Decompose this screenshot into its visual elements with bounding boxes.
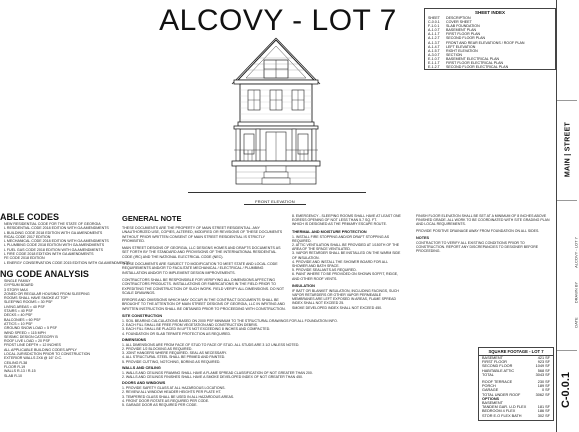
sheet-number: C-0.0.1 bbox=[560, 371, 572, 409]
strip-divider bbox=[557, 100, 577, 101]
sqft-value: 1049 SF bbox=[535, 364, 550, 369]
caption-underline bbox=[244, 204, 306, 205]
sqft-value: 421 SF bbox=[537, 356, 550, 360]
sqft-label: HABITABLE ATTIC bbox=[482, 368, 515, 373]
sheet-description: BASEMENT ELECTRICAL PLAN bbox=[446, 56, 500, 61]
far-note-1: FINISH FLOOR ELEVATION SHALL BE SET AT A MINIMUM OF 8 INCHES ABOVE FINISHED GRADE. ALL WORK TO BE COORDINATED WITH SITE GRADING PLAN AND LOCAL REQUIREMENTS. bbox=[416, 214, 550, 227]
analysis-line: ROOMS SHALL HAVE SMOKE AT TOP bbox=[4, 296, 68, 301]
analysis-line: GYPSUM BOARD bbox=[4, 283, 34, 288]
thermal-item: 1. INSTALL FIRE STOPPING AND/OR DRAFT STOPPING AS REQUIRED. bbox=[292, 234, 390, 243]
dimensions-item: 3. JOINT HANGERS WHERE REQUIRED. SEAL AS NECESSARY. bbox=[122, 351, 227, 356]
sqft-label: FIRST FLOOR bbox=[482, 360, 508, 365]
sqft-value: 302 SF bbox=[537, 413, 550, 418]
insulation-heading: INSULATION bbox=[292, 283, 315, 288]
analysis-line: SEISMIC DESIGN CATEGORY B bbox=[4, 334, 58, 339]
sqft-value: 189 SF bbox=[537, 384, 550, 389]
code-line: L FUEL GAS CODE 2018 EDITION WITH GA AMENDMENTS bbox=[4, 247, 103, 252]
thermal-item: 2. ATTIC VENTILATION SHALL BE PROVIDED AT 1/150TH OF THE AREA OF THE SPACE VENTILATED. bbox=[292, 243, 400, 252]
sheet-code: A-1.1.T bbox=[428, 32, 440, 37]
walls-ceiling-item: 2. WALLS AND CEILINGS FINISHES SHALL HAVE A SMOKE DEVELOPED INDEX OF NOT GREATER THAN 450. bbox=[122, 375, 303, 380]
sheet-code: A-1.0.T bbox=[428, 28, 440, 33]
sqft-value: 230 SF bbox=[537, 380, 550, 385]
square-footage-header: SQUARE FOOTAGE - LOT 7 bbox=[479, 348, 553, 356]
thermal-item: 3. VAPOR RETARDER SHALL BE INSTALLED ON THE WARM SIDE OF INSULATION. bbox=[292, 251, 401, 260]
analysis-line: SLAB R-10 bbox=[4, 373, 22, 378]
applicable-codes-heading: ABLE CODES bbox=[0, 212, 60, 222]
dimensions-heading: DIMENSIONS bbox=[122, 337, 147, 342]
sheet-code: A-1.2.T bbox=[428, 36, 440, 41]
sqft-label: TANDEM GAR. U.D FLEX bbox=[482, 405, 527, 410]
analysis-line: 3 STORY MAX bbox=[4, 287, 28, 292]
sheet-index-header: SHEET INDEX bbox=[474, 10, 505, 15]
code-analysis-heading: NG CODE ANALYSIS bbox=[0, 268, 89, 279]
strip-date: DATE bbox=[573, 317, 579, 328]
analysis-line: ROOF LIVE LOAD = 20 PSF bbox=[4, 339, 51, 344]
strip-divider bbox=[557, 200, 577, 201]
sheet-code: A-3.0.T bbox=[428, 52, 440, 57]
sqft-label: GARAGE bbox=[482, 388, 499, 393]
egress-note: WHICH IS DESIGNED AS THE PRIMARY ESCAPE ROUTE. bbox=[292, 222, 387, 227]
analysis-line: ZONED OR REGULAR HOUSING FROM SLEEPING bbox=[4, 291, 90, 296]
drawing-caption: FRONT ELEVATION bbox=[255, 199, 295, 204]
analysis-line: ATTICS = 10 PSF bbox=[4, 321, 33, 326]
sheet-description: SECTION bbox=[446, 52, 462, 57]
doors-windows-item: 5. GARAGE DOOR AS REQUIRED PER CODE. bbox=[122, 403, 198, 408]
sqft-label: BEDROOM 4 FLEX bbox=[482, 409, 516, 414]
sheet-code: E-1.1.T bbox=[428, 61, 440, 66]
options-header: OPTIONS bbox=[482, 396, 500, 401]
doors-windows-item: 3. TEMPERED GLASS SHALL BE USED IN ALL HAZARDOUS AREAS. bbox=[122, 394, 235, 399]
codes-column bbox=[0, 212, 130, 428]
code-line: L PLUMBING CODE 2018 EDITION WITH GA AMENDMENTS bbox=[4, 243, 105, 248]
sheet-description: FIRST FLOOR ELECTRICAL PLAN bbox=[446, 61, 504, 66]
code-line: L MECHANICAL CODE 2018 EDITION WITH GA AMENDMENTS bbox=[4, 239, 109, 244]
strip-project-name: ALCOVY - LOT 7 bbox=[573, 237, 579, 268]
egress-note: 8. EMERGENCY - SLEEPING ROOMS SHALL HAVE AT LEAST ONE EGRESS OPENING OF NOT LESS THAN 5.7 SQ. FT. bbox=[292, 214, 401, 223]
code-line: NEW RESIDENTIAL CODE FOR THE STATE OF GEORGIA bbox=[4, 222, 101, 226]
analysis-line: LIVING AREAS = 40 PSF bbox=[4, 304, 45, 309]
sheet-description: SLAB FOUNDATION bbox=[446, 24, 480, 29]
sqft-value: 0 SF bbox=[541, 388, 550, 393]
site-construction-item: 1. SOIL BEARING CALCULATIONS BASED ON 2000 PSF MINIMUM TO THE STRUCTURAL DRAWINGS FOR ALL FOUNDATION INFO. bbox=[122, 319, 338, 324]
analysis-line: WALLS R-13 / R-15 bbox=[4, 369, 36, 374]
analysis-line: SINGLE FAMILY bbox=[4, 278, 31, 283]
analysis-line: FROST LINE DEPTH = 12 INCHES bbox=[4, 343, 61, 348]
analysis-line: ALL APPLICABLE BUILDING CODES APPLY bbox=[4, 347, 77, 352]
sheet-description: COVER SHEET bbox=[446, 20, 472, 25]
sheet-code: E-1.2.T bbox=[428, 65, 440, 70]
dimensions-item: 4. ALL STRUCTURAL STEEL SHALL BE PRIMED AND PAINTED. bbox=[122, 355, 226, 360]
dimensions-item: 1. ALL DIMENSIONS ARE FROM FACE OF STUD TO FACE OF STUD. ALL STUDS ARE 3 1/2 UNLESS NOTED. bbox=[122, 342, 300, 347]
thermal-notes-column bbox=[292, 214, 402, 428]
notes-heading: NOTES bbox=[416, 235, 430, 240]
analysis-line: WIND SPEED = 115 MPH bbox=[4, 330, 46, 335]
sqft-label: STOR E.O FLEX BATH bbox=[482, 413, 522, 418]
sqft-value: 3062 SF bbox=[535, 392, 550, 397]
sheet-code: A-1.4.T bbox=[428, 44, 440, 49]
sheet-code: A-1.3.T bbox=[428, 40, 440, 45]
far-notes-column bbox=[416, 214, 552, 338]
analysis-line: BALCONIES = 60 PSF bbox=[4, 317, 41, 322]
sheet-description: RIGHT ELEVATION bbox=[446, 48, 478, 53]
doors-windows-heading: DOORS AND WINDOWS bbox=[122, 381, 166, 386]
code-line: RICAL CODE 2017 EDITION bbox=[4, 234, 51, 239]
insulation-item: IF BATT OR BLANKET INSULATION, INCLUDING FACINGS, SUCH VAPOR RETARDERS OR OTHER VAPOR PERMEABLE MEMBRANES ARE LEFT EXPOSED IN AREAS, FLAME SPREAD INDEX SHALL NOT EXCEED 25. bbox=[292, 288, 399, 306]
site-construction-heading: SITE CONSTRUCTION bbox=[122, 314, 163, 319]
sheet-description: SECOND FLOOR PLAN bbox=[446, 36, 486, 41]
site-construction-item: 4. FOUNDATION OR SLAB TERMITE PROTECTION AS REQUIRED. bbox=[122, 331, 231, 336]
ground-line bbox=[188, 192, 366, 193]
general-note-paragraph: THESE DOCUMENTS ARE THE PROPERTY OF MAIN STREET RESIDENTIAL. ANY UNAUTHORIZED USE, COPIES, ALTERED, MODIFIED OR REVISIONS OF THESE DOCUMENTS WITHOUT PRIOR WRITTEN CONSENT OF MAIN STREET RESIDENTIAL IS STRICTLY PROHIBITED. bbox=[122, 226, 283, 243]
thermal-item: 5. PROVIDE SEALANTS AS REQUIRED. bbox=[292, 268, 357, 273]
sqft-label: ROOF TERRACE bbox=[482, 380, 513, 385]
doors-windows-item: 2. REVIEW ALL WINDOW HEADER HEIGHTS PER PLATE HT. bbox=[122, 390, 222, 395]
sheet-index-table bbox=[424, 8, 556, 70]
sqft-label: BASEMENT bbox=[482, 356, 503, 360]
brand-text: MAIN | STREET bbox=[564, 121, 572, 178]
analysis-line: EXTERIOR WALLS 2X6 @ 16" O.C. bbox=[4, 356, 63, 361]
general-note-paragraph: MAIN STREET DESIGNS OF GEORGIA, LLC DESIGNS HOMES AND DRAFTS DOCUMENTS AS SET FORTH BY THE STANDARD AND PROVISIONS OF THE INTERNATIONAL RESIDENTIAL CODE (IRC) AND THE NATIONAL ELECTRICAL CODE (NEC). bbox=[122, 246, 281, 259]
far-note-3: CONTRACTOR TO VERIFY ALL EXISTING CONDITIONS PRIOR TO CONSTRUCTION. REPORT ANY DISCREPANCIES TO DESIGNER BEFORE PROCEEDING. bbox=[416, 240, 539, 254]
sheet-description: FIRST FLOOR PLAN bbox=[446, 32, 481, 37]
sqft-label: TOTAL UNDER ROOF bbox=[482, 392, 521, 397]
page-title: ALCOVY - LOT 7 bbox=[159, 4, 397, 37]
doors-windows-item: 1. PROVIDE SAFETY GLASS AT ALL HAZARDOUS LOCATIONS. bbox=[122, 386, 226, 391]
doors-windows-item: 4. FRONT DOOR ROTATE AS REQUIRED PER CODE. bbox=[122, 398, 210, 403]
analysis-line: STAIRS = 40 PSF bbox=[4, 309, 33, 314]
far-note-2: PROVIDE POSITIVE DRAINAGE AWAY FROM FOUNDATION ON ALL SIDES. bbox=[416, 228, 540, 233]
sheet-code: F-1.0.1 bbox=[428, 24, 440, 29]
code-line: L BUILDING CODE 2018 EDITION WITH GA AMENDMENTS bbox=[4, 230, 103, 235]
general-note-paragraph: CONTRACTORS SHALL BE RESPONSIBLE FOR VERIFYING ALL DIMENSIONS AFFECTING CONTRACTORS PRODUCTS. INSTALLATIONS OR FABRICATIONS IN THE FIELD PRIOR TO EXPEDITING THE CONSTRUCTION OF SUCH WORK. FIELD VERIFY ALL DIMENSIONS. DO NOT SCALE DRAWINGS. bbox=[122, 277, 285, 295]
sheet-description: BASEMENT PLAN bbox=[446, 28, 477, 33]
general-note-paragraph: THESE DOCUMENTS ARE SUBJECT TO MODIFICATION TO MEET STATE AND LOCAL CODE REQUIREMENTS AND/OR TO FACILITATE MECHANICAL / ELECTRICAL / PLUMBING INSTALLATION AND/OR TO IMPLEMENT DESIGN IMPROVEMENTS. bbox=[122, 262, 278, 275]
walls-ceiling-heading: WALLS AND CEILING bbox=[122, 365, 161, 370]
site-construction-item: 3. EACH FILL SHALL BE PLACED IN LIFTS NOT EXCEEDING 8 INCHES AND COMPACTED. bbox=[122, 327, 271, 332]
thermal-item: 6. PAINT WHERE TO BE PROVIDED ON SHOWN SOFFIT, RIDGE, AND OTHER ROOF VENTS. bbox=[292, 272, 399, 281]
dimensions-item: 2. PROVIDE 1/2 BLOCKING AS REQUIRED. bbox=[122, 347, 193, 352]
sqft-label: SECOND FLOOR bbox=[482, 364, 513, 369]
sheet-description: DESCRIPTION bbox=[446, 16, 471, 20]
sqft-value: 186 SF bbox=[537, 409, 550, 414]
sheet-description: SECOND FLOOR ELECTRICAL PLAN bbox=[446, 65, 509, 70]
sqft-label: BASEMENT bbox=[482, 401, 503, 406]
analysis-line: FLOOR R-19 bbox=[4, 364, 26, 369]
sheet-description: FRONT AND REAR ELEVATIONS / ROOF PLAN bbox=[446, 40, 525, 45]
sheet-code: SHEET bbox=[428, 16, 440, 20]
site-construction-item: 2. EACH FILL SHALL BE FREE FROM VEGETATION AND CONSTRUCTION DEBRIS. bbox=[122, 323, 258, 328]
analysis-line: DECKS = 40 PSF bbox=[4, 313, 33, 318]
sqft-value: 568 SF bbox=[537, 368, 550, 373]
sqft-value: 181 SF bbox=[537, 405, 550, 410]
square-footage-table bbox=[478, 347, 554, 421]
sheet-code: E-1.0.T bbox=[428, 56, 440, 61]
sqft-label: PORCH bbox=[482, 384, 496, 389]
sqft-value: 3043 SF bbox=[535, 372, 550, 377]
strip-text-group bbox=[566, 237, 579, 340]
walls-ceiling-item: 1. WALLS AND CEILINGS FRAMING SHALL HAVE A FLAME SPREAD CLASSIFICATION OF NOT GREATER THAN 200. bbox=[122, 370, 313, 375]
code-line: L RESIDENTIAL CODE 2018 EDITION WITH GA AMENDMENTS bbox=[4, 226, 109, 231]
dimensions-item: 5. PROVIDE CUTTING, NOTCHING, BORING AS REQUIRED. bbox=[122, 359, 221, 364]
analysis-line: CEILING R-38 bbox=[4, 360, 28, 365]
sqft-option-row bbox=[479, 414, 553, 418]
brand-logo bbox=[562, 110, 572, 190]
thermal-item: 4. PROVIDE AND INSTALL THE SHOWER BOARD FOR ALL SHOWER AND BATH SPACE. bbox=[292, 259, 388, 269]
code-line: L FIRE CODE 2018 EDITION WITH GA AMENDMENTS bbox=[4, 252, 94, 257]
general-note-heading: GENERAL NOTE bbox=[122, 214, 182, 223]
insulation-item: SMOKE DEVELOPED INDEX SHALL NOT EXCEED 450. bbox=[292, 305, 383, 310]
sqft-label: TOTAL bbox=[482, 372, 494, 377]
analysis-line: SLEEPING ROOMS = 30 PSF bbox=[4, 300, 53, 305]
analysis-line: GROUND SNOW LOAD = 5 PSF bbox=[4, 326, 58, 331]
sheet-code: A-1.5.T bbox=[428, 48, 440, 53]
sheet-description: LEFT ELEVATION bbox=[446, 44, 476, 49]
code-line: L ENERGY CONSERVATION CODE 2015 EDITION WITH GA AMENDMENTS bbox=[4, 260, 130, 265]
sheet-code: C-0.0.1 bbox=[428, 20, 440, 25]
general-note-paragraph: ERRORS AND OMISSIONS WHICH MAY OCCUR IN THE CONTRACT DOCUMENTS SHALL BE BROUGHT TO THE ATTENTION OF MAIN STREET DESIGNS OF GEORGIA, LLC IN WRITING AND WRITTEN INSTRUCTION SHALL BE OBTAINED PRIOR TO PROCEEDING WITH CONSTRUCTION. bbox=[122, 298, 286, 311]
sqft-value: 923 SF bbox=[537, 360, 550, 365]
analysis-line: LOCAL JURISDICTION PRIOR TO CONSTRUCTION bbox=[4, 352, 90, 357]
sheet-index-row bbox=[428, 65, 552, 69]
code-line: FE CODE 2018 EDITION bbox=[4, 256, 45, 261]
front-elevation-drawing bbox=[220, 38, 332, 188]
strip-drawn-by: DRAWN BY bbox=[573, 281, 579, 304]
thermal-moisture-heading: THERMAL AND MOISTURE PROTECTION bbox=[292, 229, 367, 234]
